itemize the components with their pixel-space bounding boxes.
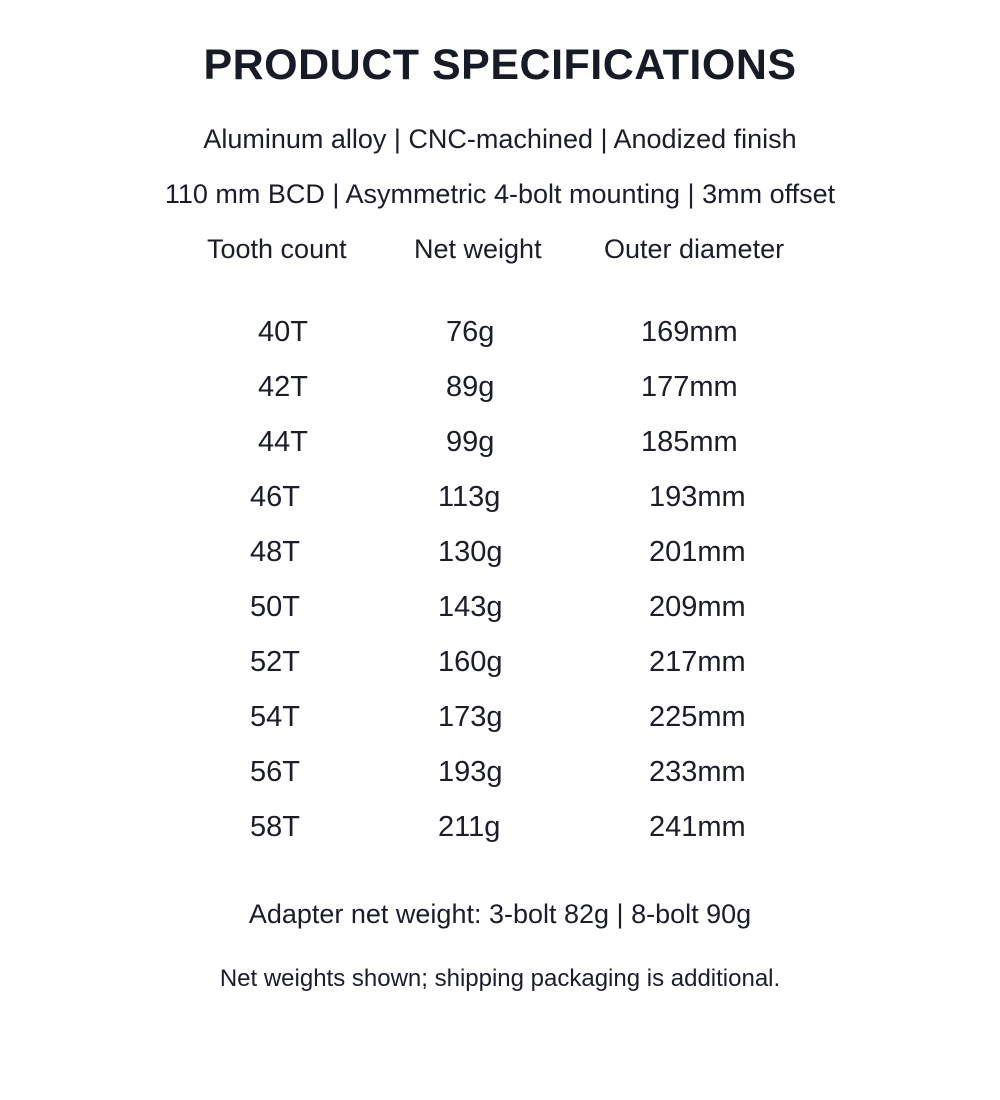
outer-diameter-cell: 185mm [641, 426, 738, 458]
tooth-count-cell: 58T [250, 811, 300, 843]
outer-diameter-cell: 169mm [641, 316, 738, 348]
outer-diameter-cell: 193mm [649, 481, 746, 513]
outer-diameter-cell: 241mm [649, 811, 746, 843]
net-weight-cell: 160g [438, 646, 503, 678]
net-weight-cell: 211g [438, 811, 501, 843]
table-row [0, 316, 1000, 371]
tooth-count-cell: 54T [250, 701, 300, 733]
table-row [0, 426, 1000, 481]
tooth-count-cell: 52T [250, 646, 300, 678]
net-weight-cell: 193g [438, 756, 503, 788]
table-row [0, 756, 1000, 811]
net-weight-cell: 173g [438, 701, 503, 733]
net-weight-cell: 76g [446, 316, 495, 348]
outer-diameter-cell: 177mm [641, 371, 738, 403]
tooth-count-cell: 56T [250, 756, 300, 788]
net-weight-cell: 89g [446, 371, 495, 403]
tooth-count-cell: 40T [258, 316, 308, 348]
table-row [0, 811, 1000, 866]
column-header-outer-diameter: Outer diameter [604, 234, 785, 264]
net-weight-cell: 99g [446, 426, 495, 458]
net-weight-cell: 130g [438, 536, 503, 568]
tooth-count-cell: 46T [250, 481, 300, 513]
shipping-footnote: Net weights shown; shipping packaging is additional. [219, 965, 781, 992]
column-header-net-weight: Net weight [414, 234, 542, 264]
net-weight-cell: 113g [438, 481, 501, 513]
tooth-count-cell: 44T [258, 426, 308, 458]
adapter-weight-note: Adapter net weight: 3-bolt 82g | 8-bolt 90g [248, 899, 752, 929]
outer-diameter-cell: 201mm [649, 536, 746, 568]
table-row [0, 701, 1000, 756]
spec-table-body [0, 316, 1000, 866]
table-row [0, 646, 1000, 701]
table-row [0, 371, 1000, 426]
outer-diameter-cell: 233mm [649, 756, 746, 788]
outer-diameter-cell: 217mm [649, 646, 746, 678]
spec-table-header [0, 234, 1000, 268]
tooth-count-cell: 48T [250, 536, 300, 568]
page-title: PRODUCT SPECIFICATIONS [203, 41, 797, 89]
table-row [0, 591, 1000, 646]
net-weight-cell: 143g [438, 591, 503, 623]
outer-diameter-cell: 225mm [649, 701, 746, 733]
tooth-count-cell: 50T [250, 591, 300, 623]
outer-diameter-cell: 209mm [649, 591, 746, 623]
column-header-tooth-count: Tooth count [207, 234, 347, 264]
mounting-line: 110 mm BCD | Asymmetric 4-bolt mounting | 3mm offset [164, 179, 836, 209]
material-line: Aluminum alloy | CNC-machined | Anodized finish [203, 124, 797, 154]
table-row [0, 536, 1000, 591]
table-row [0, 481, 1000, 536]
tooth-count-cell: 42T [258, 371, 308, 403]
